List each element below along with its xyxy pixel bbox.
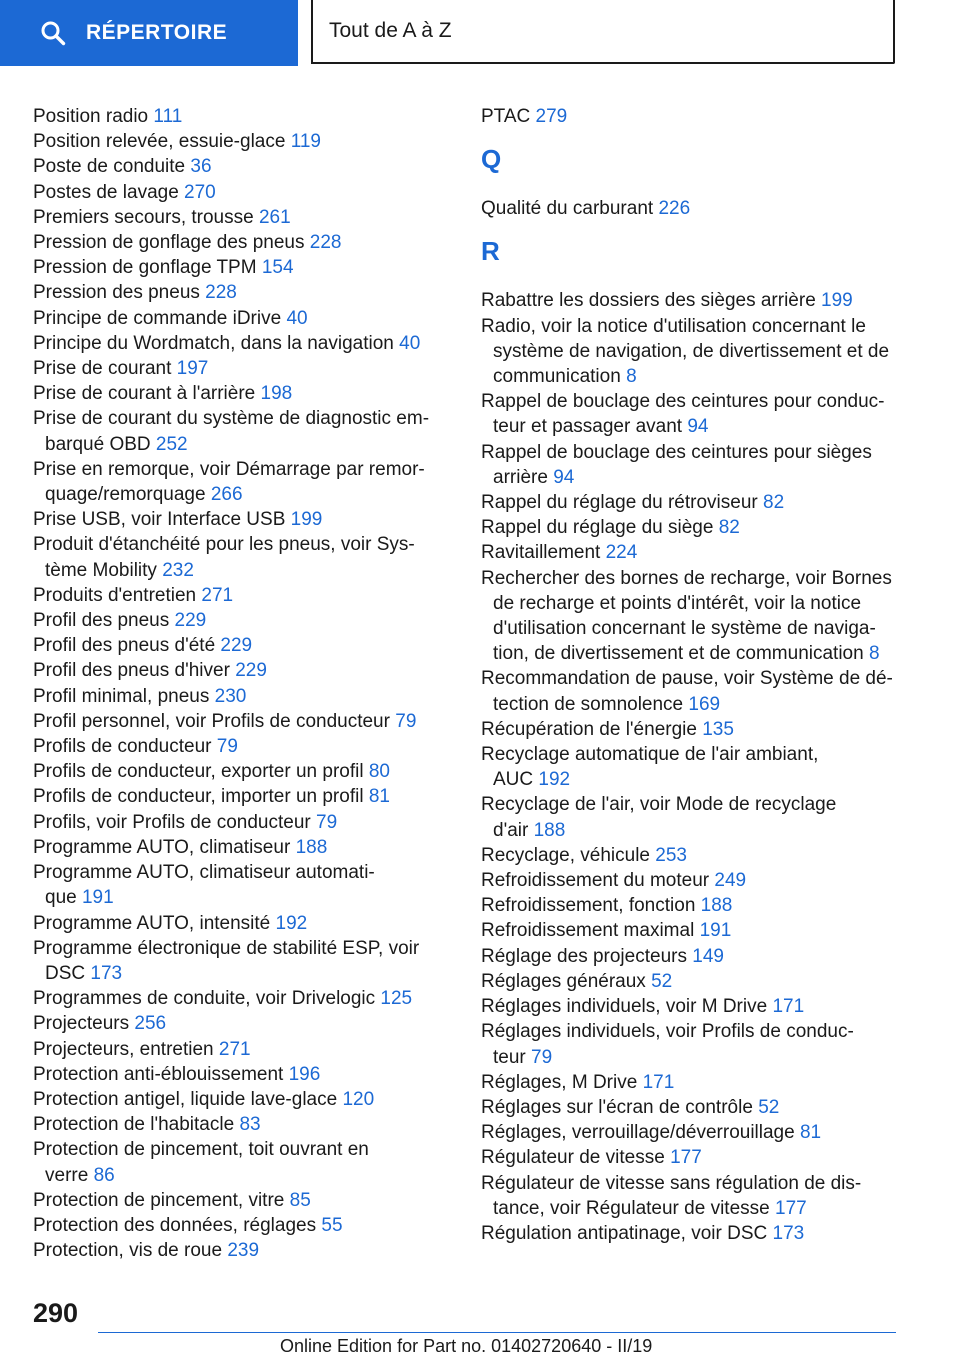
index-entry-term: Profils de conducteur, exporter un profil [33, 761, 364, 783]
index-entry-term: Recommandation de pause, voir Système de dé- tection de somnolence [481, 668, 893, 715]
index-entry [33, 860, 441, 910]
page-reference-link[interactable]: 229 [235, 660, 267, 682]
page-reference-link[interactable]: 40 [286, 307, 308, 329]
index-entry-term: Ravitaillement [481, 542, 601, 564]
index-entry [481, 944, 901, 969]
page-reference-link[interactable]: 8 [868, 643, 880, 665]
index-entry [33, 154, 441, 179]
page-reference-link[interactable]: 119 [290, 131, 321, 153]
page-reference-link[interactable]: 173 [772, 1222, 805, 1244]
index-entry [481, 742, 901, 792]
page-reference-link[interactable]: 229 [220, 635, 253, 657]
page-reference-link[interactable]: 120 [342, 1088, 375, 1110]
index-entry-term: Prise de courant à l'arrière [33, 383, 256, 405]
index-entry-term: Profil minimal, pneus [33, 685, 210, 707]
section-letter-heading: R [481, 236, 500, 267]
index-entry [33, 180, 441, 205]
index-entry [33, 1137, 441, 1187]
page-reference-link[interactable]: 249 [714, 870, 747, 892]
page-reference-link[interactable]: 149 [692, 945, 724, 967]
page-reference-link[interactable]: 199 [821, 290, 853, 312]
index-entry-term: Programme AUTO, climatiseur automati- que [33, 862, 375, 909]
page-reference-link[interactable]: 8 [626, 366, 637, 388]
page-reference-link[interactable]: 228 [309, 232, 342, 254]
footer-divider [98, 1332, 896, 1333]
index-entry-term: Réglage des projecteurs [481, 945, 687, 967]
index-entry-term: Réglages individuels, voir Profils de conduc- teur [481, 1021, 854, 1068]
page-reference-link[interactable]: 188 [700, 895, 733, 917]
index-entry-term: Profil des pneus [33, 610, 170, 632]
index-entry [33, 1213, 441, 1238]
index-entry-term: Profil des pneus d'été [33, 635, 216, 657]
page-reference-link[interactable]: 253 [655, 844, 687, 866]
index-entry [481, 868, 901, 893]
page-reference-link[interactable]: 188 [295, 836, 328, 858]
index-entry [33, 810, 441, 835]
index-entry [33, 457, 441, 507]
page-reference-link[interactable]: 154 [261, 257, 294, 279]
index-entry-term: Protection de pincement, vitre [33, 1189, 285, 1211]
page-reference-link[interactable]: 177 [775, 1197, 807, 1219]
index-entry [481, 1070, 901, 1095]
index-entry-term: PTAC [481, 106, 531, 127]
index-entry [33, 633, 441, 658]
top-navigation [0, 0, 960, 66]
index-entry-term: Réglages, M Drive [481, 1071, 638, 1093]
index-entry-term: Premiers secours, trousse [33, 206, 254, 228]
index-entry [481, 1221, 901, 1246]
page-reference-link[interactable]: 79 [531, 1046, 553, 1068]
index-entry-term: Réglages, verrouillage/déverrouillage [481, 1122, 795, 1144]
page-reference-link[interactable]: 279 [535, 106, 568, 127]
index-entry [33, 507, 441, 532]
index-entry [33, 331, 441, 356]
index-entry-term: Rappel du réglage du siège [481, 517, 714, 539]
tab-a-to-z-label: Tout de A à Z [329, 19, 452, 42]
index-entry [33, 1188, 441, 1213]
index-entry-term: Récupération de l'énergie [481, 718, 697, 740]
index-entry-term: Rabattre les dossiers des sièges arrière [481, 290, 816, 312]
index-entry [33, 1011, 441, 1036]
page-reference-link[interactable]: 271 [218, 1038, 251, 1060]
index-entry [33, 280, 441, 305]
page-reference-link[interactable]: 169 [688, 693, 721, 715]
index-entry-term: Profils, voir Profils de conducteur [33, 811, 311, 833]
index-entry-term: Protection anti-éblouissement [33, 1063, 284, 1085]
index-entry [33, 784, 441, 809]
index-entry [33, 658, 441, 683]
page-reference-link[interactable]: 256 [134, 1013, 167, 1035]
page-reference-link[interactable]: 40 [399, 332, 421, 354]
index-entry-term: Poste de conduite [33, 156, 186, 178]
index-column-right [481, 104, 901, 1246]
page-reference-link[interactable]: 198 [260, 383, 293, 405]
page-reference-link[interactable]: 135 [702, 718, 734, 740]
index-entry [481, 104, 901, 129]
index-entry-term: Position radio [33, 106, 149, 127]
page-reference-link[interactable]: 229 [174, 610, 207, 632]
page-reference-link[interactable]: 228 [205, 282, 237, 304]
page-reference-link[interactable]: 177 [670, 1147, 702, 1169]
page-reference-link[interactable]: 191 [81, 887, 114, 909]
index-entry [33, 104, 441, 129]
index-entry [481, 389, 901, 439]
index-entry [481, 893, 901, 918]
directory-button[interactable] [0, 0, 298, 66]
index-entry [33, 230, 441, 255]
page-reference-link[interactable]: 85 [289, 1189, 311, 1211]
index-entry-term: Rappel de bouclage des ceintures pour sièges arrière [481, 441, 872, 488]
index-entry-term: Recyclage automatique de l'air ambiant, AUC [481, 744, 819, 791]
section-letter-heading: Q [481, 144, 502, 175]
page-reference-link[interactable]: 188 [533, 819, 566, 841]
page-reference-link[interactable]: 192 [275, 912, 308, 934]
page-reference-link[interactable]: 36 [190, 156, 212, 178]
index-entry [481, 994, 901, 1019]
index-entry [33, 835, 441, 860]
index-entry-term: Rappel de bouclage des ceintures pour conduc- teur et passager avant [481, 391, 885, 438]
index-entry [481, 1145, 901, 1170]
page-reference-link[interactable]: 226 [658, 198, 691, 220]
index-entry [33, 1112, 441, 1137]
index-entry-term: Profils de conducteur [33, 736, 212, 758]
index-entry-term: Qualité du carburant [481, 198, 654, 220]
index-entry-term: Recyclage, véhicule [481, 844, 650, 866]
index-entry-term: Protection antigel, liquide lave-glace [33, 1088, 338, 1110]
index-entry-term: Profil personnel, voir Profils de conducteur [33, 710, 390, 732]
index-entry [33, 684, 441, 709]
page-reference-link[interactable]: 232 [162, 559, 194, 581]
index-entry-term: Protection de l'habitacle [33, 1114, 235, 1136]
page-reference-link[interactable]: 55 [321, 1214, 343, 1236]
tab-a-to-z[interactable] [311, 0, 895, 64]
index-entry-term: Pression de gonflage TPM [33, 257, 257, 279]
page-reference-link[interactable]: 83 [239, 1114, 261, 1136]
index-entry [33, 532, 441, 582]
index-entry-term: Projecteurs [33, 1013, 130, 1035]
index-entry [33, 734, 441, 759]
index-entry-term: Postes de lavage [33, 181, 179, 203]
index-entry-term: Recyclage de l'air, voir Mode de recyclage d'air [481, 794, 837, 841]
index-entry [481, 1171, 901, 1221]
page-reference-link[interactable]: 271 [201, 584, 234, 606]
page-reference-link[interactable]: 171 [772, 996, 805, 1018]
index-entry [33, 986, 441, 1011]
index-entry [33, 381, 441, 406]
page-reference-link[interactable]: 86 [93, 1164, 115, 1186]
index-entry [33, 1062, 441, 1087]
page-reference-link[interactable]: 230 [214, 685, 247, 707]
index-entry [481, 1019, 901, 1069]
index-entry [481, 515, 901, 540]
index-entry-term: Protection, vis de roue [33, 1240, 223, 1262]
index-entry-term: Radio, voir la notice d'utilisation concernant le système de navigation, de divertissement et de communication [481, 315, 890, 388]
index-entry-term: Pression des pneus [33, 282, 200, 304]
index-entry-term: Prise USB, voir Interface USB [33, 509, 286, 531]
index-entry-term: Programme électronique de stabilité ESP, voir DSC [33, 937, 420, 984]
index-entry-term: Protection des données, réglages [33, 1214, 317, 1236]
page-reference-link[interactable]: 52 [758, 1096, 780, 1118]
index-entry-term: Principe du Wordmatch, dans la navigation [33, 332, 394, 354]
page-reference-link[interactable]: 199 [290, 509, 323, 531]
page-reference-link[interactable]: 81 [799, 1122, 822, 1144]
index-entry-term: Prise de courant du système de diagnostic em- barqué OBD [33, 408, 430, 455]
index-entry-term: Réglages individuels, voir M Drive [481, 996, 768, 1018]
page-reference-link[interactable]: 52 [651, 970, 673, 992]
page-reference-link[interactable]: 191 [699, 920, 732, 942]
page-reference-link[interactable]: 94 [687, 416, 709, 438]
index-entry [33, 1087, 441, 1112]
index-entry-term: Protection de pincement, toit ouvrant en verre [33, 1139, 369, 1186]
index-entry [33, 583, 441, 608]
page-reference-link[interactable]: 171 [642, 1071, 675, 1093]
page-number: 290 [33, 1298, 79, 1328]
page-reference-link[interactable]: 82 [718, 517, 740, 539]
index-entry-term: Produits d'entretien [33, 584, 197, 606]
index-entry-term: Profils de conducteur, importer un profil [33, 786, 364, 808]
directory-button-label: RÉPERTOIRE [86, 21, 228, 44]
index-entry-term: Régulateur de vitesse sans régulation de dis- tance, voir Régulateur de vitesse [481, 1172, 862, 1219]
index-entry [33, 306, 441, 331]
index-entry [481, 717, 901, 742]
index-entry [33, 1238, 441, 1263]
page-reference-link[interactable]: 197 [176, 358, 209, 380]
index-entry-term: Programme AUTO, climatiseur [33, 836, 291, 858]
index-entry [481, 1095, 901, 1120]
index-entry [33, 356, 441, 381]
index-entry-term: Réglages sur l'écran de contrôle [481, 1096, 753, 1118]
index-entry-term: Régulateur de vitesse [481, 1147, 665, 1169]
page-reference-link[interactable]: 111 [153, 106, 183, 127]
index-entry-term: Programmes de conduite, voir Drivelogic [33, 988, 376, 1010]
index-entry-term: Prise de courant [33, 358, 172, 380]
index-entry-term: Pression de gonflage des pneus [33, 232, 305, 254]
index-entry-term: Régulation antipatinage, voir DSC [481, 1222, 768, 1244]
index-entry [33, 759, 441, 784]
page-reference-link[interactable]: 79 [216, 736, 238, 758]
page-reference-link[interactable]: 125 [380, 988, 413, 1010]
page-reference-link[interactable]: 80 [368, 761, 390, 783]
index-column-left [33, 104, 441, 1263]
index-entry-term: Principe de commande iDrive [33, 307, 282, 329]
index-entry [33, 911, 441, 936]
index-entry-term: Programme AUTO, intensité [33, 912, 271, 934]
index-entry [33, 608, 441, 633]
page-reference-link[interactable]: 224 [605, 542, 638, 564]
page-reference-link[interactable]: 79 [395, 710, 417, 732]
index-entry [481, 566, 901, 667]
index-entry [33, 255, 441, 280]
index-entry [481, 288, 901, 313]
index-entry [33, 205, 441, 230]
index-entry [481, 969, 901, 994]
index-entry [481, 314, 901, 390]
index-entry-term: Rappel du réglage du rétroviseur [481, 492, 758, 514]
page-reference-link[interactable]: 252 [155, 433, 188, 455]
index-entry-term: Réglages généraux [481, 970, 646, 992]
index-entry [33, 129, 441, 154]
index-entry [33, 709, 441, 734]
index-entry-term: Produit d'étanchéité pour les pneus, voir Sys- tème Mobility [33, 534, 415, 581]
index-entry [481, 490, 901, 515]
index-entry [481, 792, 901, 842]
index-entry [481, 1120, 901, 1145]
index-entry [33, 406, 441, 456]
index-entry-term: Rechercher des bornes de recharge, voir Bornes de recharge et points d'intérêt, voir la notice d'utilisation concernant le système de naviga- tion, de divertissement et de communication [481, 567, 892, 665]
page-reference-link[interactable]: 239 [227, 1240, 260, 1262]
index-entry-term: Refroidissement, fonction [481, 895, 696, 917]
page-reference-link[interactable]: 79 [316, 811, 338, 833]
index-entry [481, 843, 901, 868]
index-entry [33, 936, 441, 986]
index-entry [33, 1037, 441, 1062]
index-entry [481, 918, 901, 943]
index-entry-term: Prise en remorque, voir Démarrage par remor- quage/remorquage [33, 458, 425, 506]
index-entry-term: Profil des pneus d'hiver [33, 660, 230, 682]
index-entry-term: Projecteurs, entretien [33, 1038, 214, 1060]
index-entry-term: Position relevée, essuie-glace [33, 131, 286, 153]
page-reference-link[interactable]: 196 [288, 1063, 321, 1085]
index-entry [481, 196, 901, 221]
index-entry [481, 440, 901, 490]
page-reference-link[interactable]: 81 [368, 786, 390, 808]
page-reference-link[interactable]: 94 [553, 466, 575, 488]
page-reference-link[interactable]: 82 [763, 492, 785, 514]
search-icon [40, 20, 66, 46]
index-entry-term: Refroidissement du moteur [481, 870, 710, 892]
page-reference-link[interactable]: 173 [90, 962, 123, 984]
page-reference-link[interactable]: 261 [258, 206, 291, 228]
page-reference-link[interactable]: 192 [538, 769, 571, 791]
index-entry [481, 540, 901, 565]
index-entry [481, 666, 901, 716]
page-reference-link[interactable]: 266 [210, 484, 243, 506]
page-reference-link[interactable]: 270 [184, 181, 216, 203]
footer-edition-text: Online Edition for Part no. 01402720640 - II/19 [280, 1336, 653, 1356]
index-entry-term: Refroidissement maximal [481, 920, 695, 942]
